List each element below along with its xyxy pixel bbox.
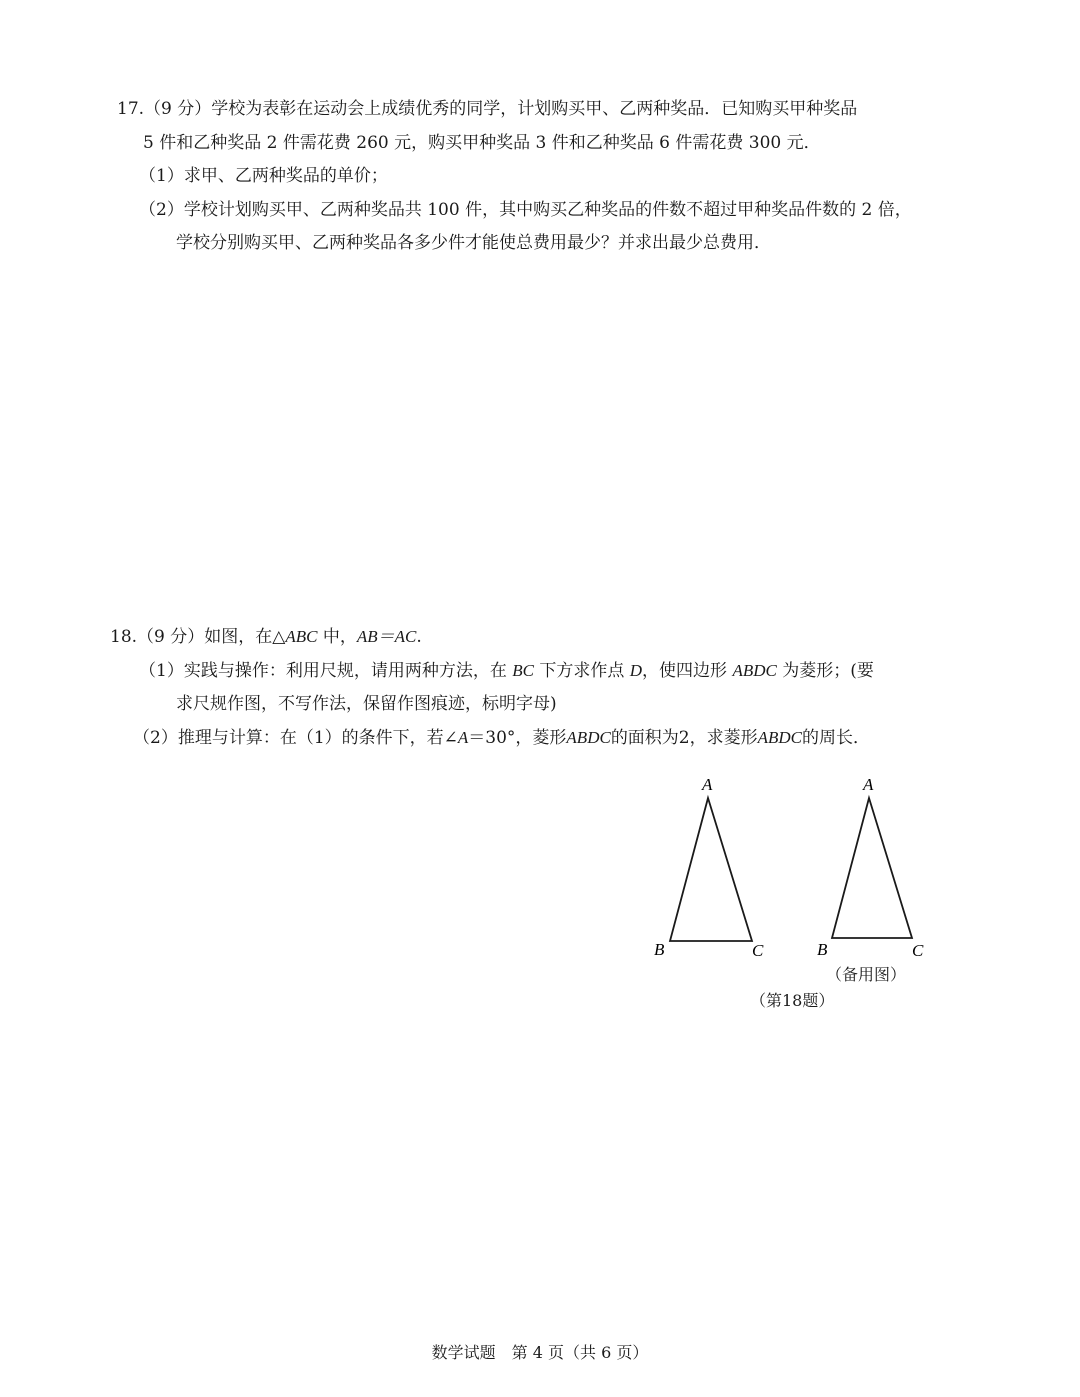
backup-label-c: C: [912, 941, 924, 960]
q18-part1-bc: BC: [512, 661, 534, 680]
q18-part1-d: D: [629, 661, 643, 680]
backup-triangle-shape: [832, 798, 912, 938]
q18-stem-equation: AB＝AC: [356, 627, 417, 646]
q18-stem-mid: 中，: [317, 627, 357, 647]
q17-part2-line2: 学校分别购买甲、乙两种奖品各多少件才能使总费用最少？并求出最少总费用．: [176, 233, 771, 253]
main-triangle: [654, 775, 764, 960]
q18-stem-end: .: [416, 627, 422, 647]
q18-part1-text-a: （1）实践与操作：利用尺规，请用两种方法，在: [139, 661, 513, 681]
q18-stem: [110, 625, 422, 649]
main-label-c: C: [752, 941, 764, 960]
backup-figure-caption: （备用图）: [826, 965, 907, 984]
backup-label-b: B: [817, 940, 828, 959]
main-label-b: B: [654, 940, 665, 959]
q17-stem-line2: 5 件和乙种奖品 2 件需花费 260 元，购买甲种奖品 3 件和乙种奖品 6 件需花费 300 元．: [143, 133, 821, 153]
q18-part1-line1: [139, 659, 874, 683]
q18-part1-text-b: 下方求作点: [533, 661, 630, 681]
page-footer: 数学试题 第 4 页（共 6 页）: [431, 1343, 649, 1362]
q18-stem-triangle: ABC: [285, 627, 318, 646]
q17-part1: （1）求甲、乙两种奖品的单价；: [139, 166, 388, 186]
q18-part2-text-d: 的周长．: [802, 728, 871, 748]
q18-stem-prefix: 18.（9 分）如图，在△: [110, 627, 286, 647]
q18-part2-abdc-2: ABDC: [757, 728, 803, 747]
q18-part2-text-c: 的面积为2，求菱形: [610, 728, 758, 748]
main-label-a: A: [702, 775, 713, 794]
q18-part2-abdc-1: ABDC: [566, 728, 611, 747]
q18-part2: [133, 726, 870, 750]
q18-part2-text-a: （2）推理与计算：在（1）的条件下，若∠: [133, 728, 458, 748]
q17-stem-line1: 17.（9 分）学校为表彰在运动会上成绩优秀的同学，计划购买甲、乙两种奖品．已知购买甲种奖品: [117, 99, 858, 119]
backup-label-a: A: [863, 775, 874, 794]
backup-triangle: [817, 775, 924, 960]
q18-part2-text-b: ＝30°，菱形: [468, 728, 567, 748]
main-triangle-shape: [670, 798, 752, 941]
figure-caption: （第18题）: [750, 991, 835, 1010]
q18-part2-angle-a: A: [457, 728, 469, 747]
q18-part1-abdc: ABDC: [732, 661, 777, 680]
q18-part1-text-c: ，使四边形: [642, 661, 733, 681]
q18-part1-line2: 求尺规作图，不写作法，保留作图痕迹，标明字母): [176, 694, 557, 714]
q18-part1-text-e: 为菱形；(要: [776, 661, 874, 681]
q17-part2-line1: （2）学校计划购买甲、乙两种奖品共 100 件，其中购买乙种奖品的件数不超过甲种奖品件数的 2 倍，: [139, 200, 912, 220]
